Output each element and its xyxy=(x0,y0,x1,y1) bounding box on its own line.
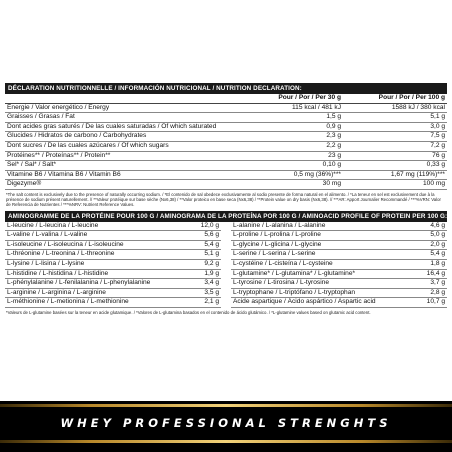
table-row xyxy=(5,288,447,298)
gold-rule-bottom xyxy=(0,440,452,443)
amino-value: 2,0 g xyxy=(401,240,447,250)
brand-banner xyxy=(0,401,452,452)
nutrient-label: Vitamine B6 / Vitamina B6 / Vitamin B6 xyxy=(5,170,253,180)
amino-value: 1,8 g xyxy=(401,259,447,269)
amino-label: L-histidine / L-histidina / L-histidine xyxy=(5,269,163,279)
table-row xyxy=(5,151,447,161)
aminogram-table xyxy=(5,222,447,308)
table-row xyxy=(5,250,447,260)
amino-label: Acide aspartique / Ácido aspártico / Aspartic acid xyxy=(231,298,401,308)
amino-label: L-tryptophane / L-triptófano / L-tryptophan xyxy=(231,288,401,298)
amino-label: L-thréonine / L-treonina / L-threonine xyxy=(5,250,163,260)
table-row xyxy=(5,103,447,113)
column-per-30g: Pour / Por / Per 30 g xyxy=(253,94,343,103)
table-row xyxy=(5,222,447,231)
aminogram-footnote: *Valeurs de L-glutamine basées sur la teneur en acide glutamique. / *Valores de L-glutamina basados en el contenido de ácido glutámico. / *L-glutamine values based on glutamic acid content. xyxy=(6,309,371,315)
nutrition-footnote: *The salt content is exclusively due to the presence of naturally occurring sodium. / *El contenido de sal obedece exclusivamente al sodio presente de forma natural en el alimento. / *La teneur en sel est exclusivement due à la présence de sodium présent naturellement. // **Valeur protéique sur base sèche (Nx6,38) / **Valor proteico en base seca (Nx6,38) / **Protein value on dry basis (Nx6,38). // ***AR: Apport Journalier Recommandé / ***%VRN: Valor de Referencia de Nutrientes / ***%NRV: Nutrient Reference Values. xyxy=(6,191,441,208)
amino-value: 3,4 g xyxy=(163,279,221,289)
amino-value: 4,6 g xyxy=(401,222,447,231)
amino-label: L-isoleucine / L-isoleucina / L-isoleucine xyxy=(5,240,163,250)
table-row xyxy=(5,180,447,190)
nutrient-label: Graisses / Grasas / Fat xyxy=(5,113,253,123)
amino-label: L-arginine / L-arginina / L-arginine xyxy=(5,288,163,298)
banner-title: WHEY PROFESSIONAL STRENGHTS xyxy=(60,416,392,430)
amino-value: 9,2 g xyxy=(163,259,221,269)
table-row xyxy=(5,240,447,250)
nutrition-table xyxy=(5,94,447,190)
amino-value: 1,9 g xyxy=(163,269,221,279)
amino-label: L-cystéine / L-cisteína / L-cysteine xyxy=(231,259,401,269)
table-row xyxy=(5,269,447,279)
nutrient-label: Glucides / Hidratos de carbono / Carbohydrates xyxy=(5,132,253,142)
table-row xyxy=(5,132,447,142)
value-30g: 0,9 g xyxy=(253,122,343,132)
amino-label: L-tyrosine / L-tirosina / L-tyrosine xyxy=(231,279,401,289)
table-row xyxy=(5,122,447,132)
value-30g: 2,3 g xyxy=(253,132,343,142)
nutrient-label: Dont sucres / De las cuales azúcares / Of which sugars xyxy=(5,141,253,151)
table-row xyxy=(5,231,447,241)
value-30g: 115 kcal / 481 kJ xyxy=(253,103,343,113)
value-100g: 7,2 g xyxy=(343,141,447,151)
value-100g: 100 mg xyxy=(343,180,447,190)
table-row xyxy=(5,113,447,123)
nutrient-label: Protéines** / Proteínas** / Protein** xyxy=(5,151,253,161)
amino-value: 16,4 g xyxy=(401,269,447,279)
value-100g: 1588 kJ / 380 kcal xyxy=(343,103,447,113)
amino-value: 5,1 g xyxy=(163,250,221,260)
gold-rule-top xyxy=(0,404,452,407)
amino-label: L-lysine / L-lisina / L-lysine xyxy=(5,259,163,269)
amino-label: L-méthionine / L-metionina / L-methionine xyxy=(5,298,163,308)
nutrition-panel xyxy=(5,83,447,318)
nutrient-label: Sel* / Sal* / Salt* xyxy=(5,161,253,171)
amino-value: 5,0 g xyxy=(401,231,447,241)
table-row xyxy=(5,141,447,151)
value-100g: 1,67 mg (119%)*** xyxy=(343,170,447,180)
amino-value: 2,1 g xyxy=(163,298,221,308)
amino-label: L-glutamine* / L-glutamina* / L-glutamine* xyxy=(231,269,401,279)
amino-value: 10,7 g xyxy=(401,298,447,308)
table-row xyxy=(5,279,447,289)
amino-label: L-glycine / L-glicina / L-glycine xyxy=(231,240,401,250)
nutrition-column-header-row xyxy=(5,94,447,103)
value-30g: 0,10 g xyxy=(253,161,343,171)
aminogram-header: AMINOGRAMME DE LA PROTÉINE POUR 100 G / AMINOGRAMA DE LA PROTEÍNA POR 100 G / AMINOACID PROFILE OF PROTEIN PER 100 G: xyxy=(5,211,447,222)
amino-value: 3,7 g xyxy=(401,279,447,289)
value-100g: 7,5 g xyxy=(343,132,447,142)
amino-label: L-alanine / L-alanina / L-alanine xyxy=(231,222,401,231)
value-30g: 2,2 g xyxy=(253,141,343,151)
value-100g: 0,33 g xyxy=(343,161,447,171)
value-30g: 23 g xyxy=(253,151,343,161)
value-100g: 5,1 g xyxy=(343,113,447,123)
amino-value: 5,4 g xyxy=(401,250,447,260)
nutrient-label: Dont acides gras saturés / De las cuales saturadas / Of which saturated xyxy=(5,122,253,132)
nutrient-label: Énergie / Valor energético / Energy xyxy=(5,103,253,113)
amino-label: L-serine / L-serina / L-serine xyxy=(231,250,401,260)
amino-value: 5,6 g xyxy=(163,231,221,241)
table-row xyxy=(5,259,447,269)
value-100g: 3,0 g xyxy=(343,122,447,132)
amino-value: 5,4 g xyxy=(163,240,221,250)
value-100g: 76 g xyxy=(343,151,447,161)
amino-label: L-valine / L-valina / L-valine xyxy=(5,231,163,241)
value-30g: 0,5 mg (36%)*** xyxy=(253,170,343,180)
value-30g: 30 mg xyxy=(253,180,343,190)
amino-value: 12,0 g xyxy=(163,222,221,231)
amino-value: 3,5 g xyxy=(163,288,221,298)
column-per-100g: Pour / Por / Per 100 g xyxy=(343,94,447,103)
amino-value: 2,8 g xyxy=(401,288,447,298)
nutrient-label: Digezyme® xyxy=(5,180,253,190)
amino-label: L-proline / L-prolina / L-proline xyxy=(231,231,401,241)
nutrition-header: DÉCLARATION NUTRITIONNELLE / INFORMACIÓN NUTRICIONAL / NUTRITION DECLARATION: xyxy=(5,83,447,94)
amino-label: L-phénylalanine / L-fenilalanina / L-phenylalanine xyxy=(5,279,163,289)
amino-label: L-leucine / L-leucina / L-leucine xyxy=(5,222,163,231)
table-row xyxy=(5,161,447,171)
table-row xyxy=(5,170,447,180)
table-row xyxy=(5,298,447,308)
value-30g: 1,5 g xyxy=(253,113,343,123)
